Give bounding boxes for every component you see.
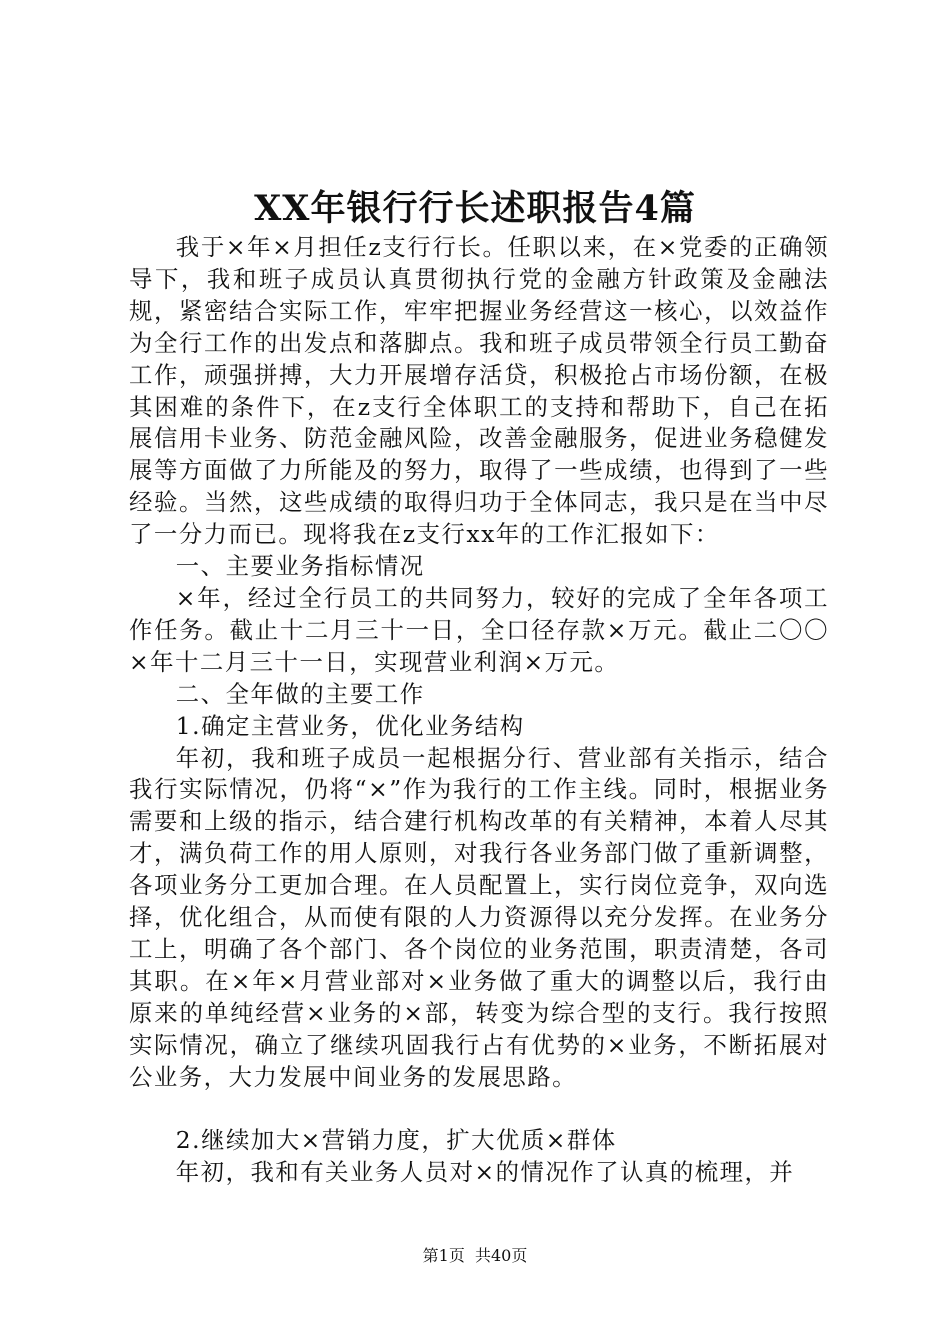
page-footer: 第1页 共40页 (422, 1246, 528, 1265)
intro-paragraph: 我于×年×月担任z支行行长。任职以来，在×党委的正确领导下，我和班子成员认真贯彻执行党的金融方针政策及金融法规，紧密结合实际工作，牢牢把握业务经营这一核心，以效益作为全行工作的出发点和落脚点。我和班子成员带领全行员工勤奋工作，顽强拼搏，大力开展增存活贷，积极抢占市场份额，在极其困难的条件下，在z支行全体职工的支持和帮助下，自己在拓展信用卡业务、防范金融风险，改善金融服务，促进业务稳健发展等方面做了力所能及的努力，取得了一些成绩，也得到了一些经验。当然，这些成绩的取得归功于全体同志，我只是在当中尽了一分力而已。现将我在z支行xx年的工作汇报如下： (129, 233, 829, 549)
subsection-heading-2: 2.继续加大×营销力度，扩大优质×群体 (175, 1126, 617, 1155)
document-body (129, 232, 829, 1189)
section-heading-1: 一、主要业务指标情况 (175, 552, 425, 581)
subsection-heading-1: 1.确定主营业务，优化业务结构 (175, 711, 525, 740)
subsection-1-paragraph: 年初，我和班子成员一起根据分行、营业部有关指示，结合我行实际情况，仍将“×”作为我行的工作主线。同时，根据业务需要和上级的指示，结合建行机构改革的有关精神，本着人尽其才，满负荷工作的用人原则，对我行各业务部门做了重新调整，各项业务分工更加合理。在人员配置上，实行岗位竞争，双向选择，优化组合，从而使有限的人力资源得以充分发挥。在业务分工上，明确了各个部门、各个岗位的业务范围，职责清楚，各司其职。在×年×月营业部对×业务做了重大的调整以后，我行由原来的单纯经营×业务的×部，转变为综合型的支行。我行按照实际情况，确立了继续巩固我行占有优势的×业务，不断拓展对公业务，大力发展中间业务的发展思路。 (129, 743, 829, 1091)
document-title: XX年银行行长述职报告4篇 (254, 188, 696, 229)
section-1-paragraph: ×年，经过全行员工的共同努力，较好的完成了全年各项工作任务。截止十二月三十一日，全口径存款×万元。截止二〇〇×年十二月三十一日，实现营业利润×万元。 (129, 583, 829, 676)
section-heading-2: 二、全年做的主要工作 (175, 679, 425, 708)
paragraph-spacer (129, 1093, 829, 1125)
subsection-2-paragraph: 年初，我和有关业务人员对×的情况作了认真的梳理，并 (175, 1158, 795, 1187)
